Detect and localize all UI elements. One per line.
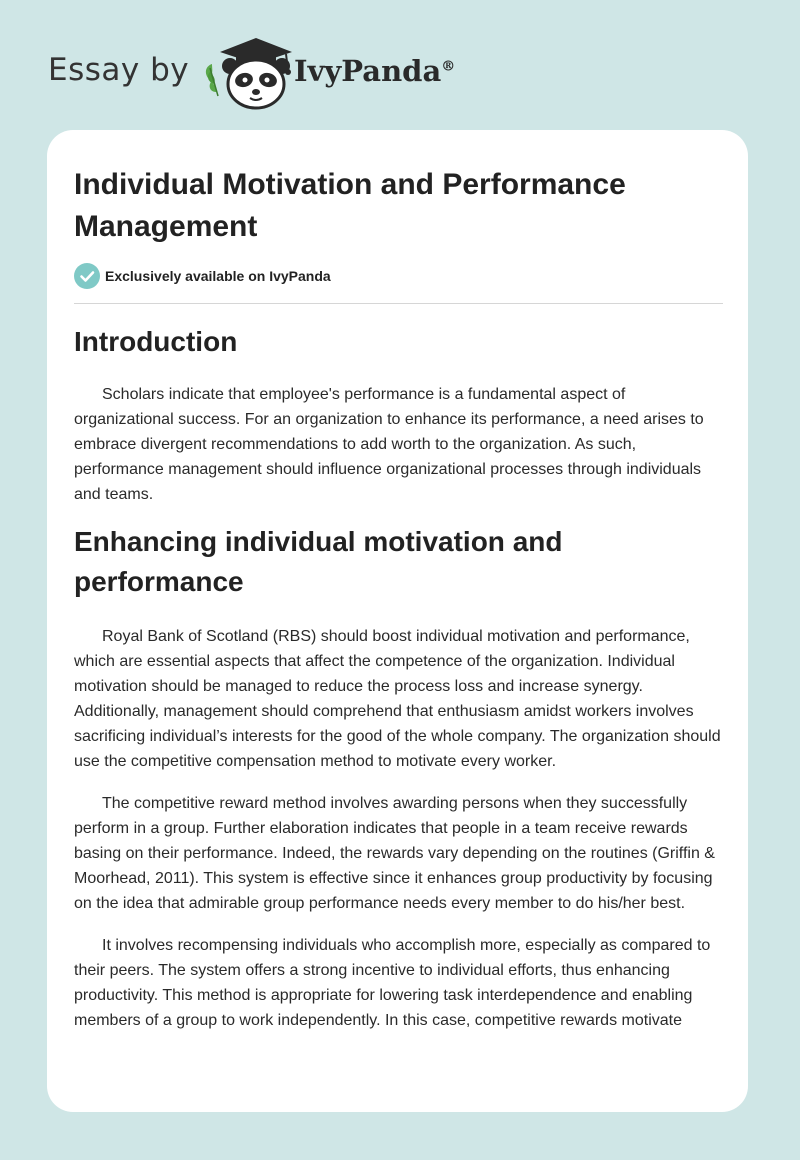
paragraph: The competitive reward method involves awarding persons when they successfully perform in a group. Further elaboration indicates that people in a team receive rewards basing on their performance. Indeed, the rewards vary depending on the routines (Griffin & Moorhead, 2011). This system is effective since it enhances group productivity by focusing on the idea that admirable group performance needs every member to do his/her best. <box>74 795 715 912</box>
section-heading-introduction: Introduction <box>74 326 238 357</box>
panda-graduate-logo-icon[interactable] <box>202 34 294 110</box>
essay-body <box>74 322 726 1033</box>
paragraph: Scholars indicate that employee's performance is a fundamental aspect of organizational success. For an organization to enhance its performance, a need arises to embrace divergent recommendations to add worth to the organization. As such, performance management should influence organizational processes through individuals and teams. <box>74 386 704 503</box>
brand-name[interactable] <box>294 54 455 88</box>
brand-name-text: IvyPanda <box>294 54 442 88</box>
essay-card <box>47 130 748 1112</box>
brand-prefix: Essay by <box>48 52 190 88</box>
exclusive-badge-text: Exclusively available on IvyPanda <box>105 268 331 284</box>
site-header <box>48 34 508 110</box>
paragraph: Royal Bank of Scotland (RBS) should boost individual motivation and performance, which are essential aspects that affect the competence of the organization. Individual motivation should be managed to reduce the process loss and increase synergy. Additionally, management should comprehend that enthusiasm amidst workers involves sacrificing individual’s interests for the good of the whole company. The organization should use the competitive compensation method to motivate every worker. <box>74 628 721 770</box>
registered-mark: ® <box>441 58 456 75</box>
divider <box>74 303 723 304</box>
check-circle-icon <box>74 263 100 289</box>
paragraph: It involves recompensing individuals who accomplish more, especially as compared to their peers. The system offers a strong incentive to individual efforts, thus enhancing productivity. This method is appropriate for lowering task interdependence and enabling members of a group to work independently. In this case, competitive rewards motivate <box>74 937 711 1029</box>
essay-title: Individual Motivation and Performance Management <box>74 168 626 243</box>
section-heading-enhancing-motivation: Enhancing individual motivation and performance <box>74 526 563 597</box>
